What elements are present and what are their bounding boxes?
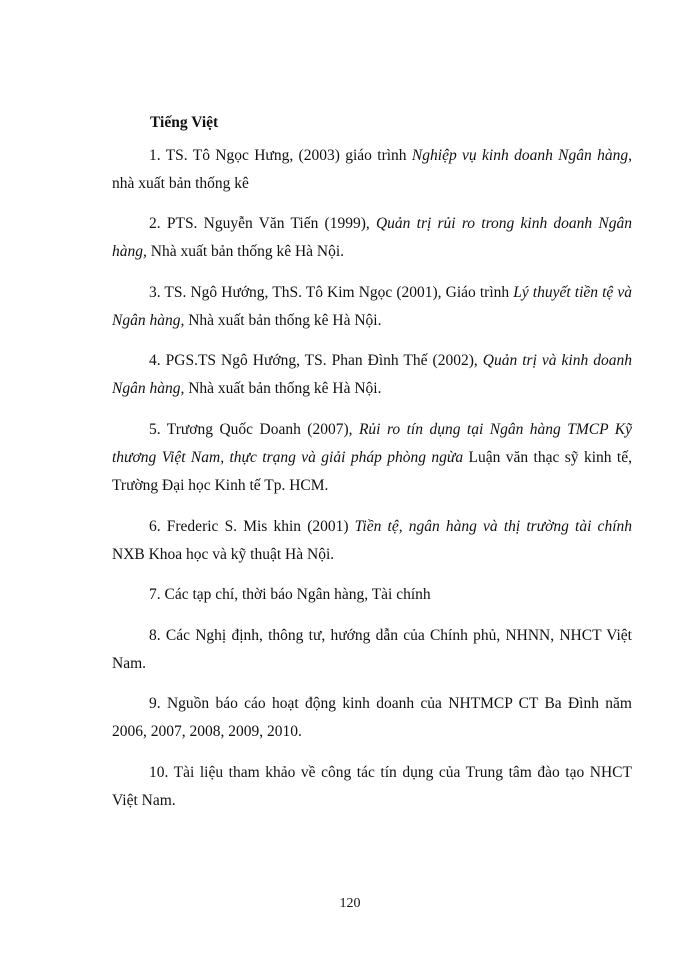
reference-item	[112, 690, 632, 746]
section-title: Tiếng Việt	[150, 114, 219, 131]
reference-item	[112, 142, 632, 198]
reference-title: Rủi ro tín dụng tại Ngân hàng TMCP Kỹ thương Việt Nam, thực trạng và giải pháp phòng ngừa	[112, 421, 632, 466]
reference-item	[112, 759, 632, 815]
reference-number: 2.	[149, 215, 161, 232]
reference-number: 9.	[149, 695, 161, 712]
reference-publisher: Nhà xuất bản thống kê Hà Nội.	[146, 243, 345, 260]
reference-publisher: NXB Khoa học và kỹ thuật Hà Nội.	[112, 546, 335, 563]
reference-text: Tài liệu tham khảo về công tác tín dụng của Trung tâm đào tạo NHCT Việt Nam.	[112, 764, 632, 809]
reference-text: TS. Tô Ngọc Hưng, (2003) giáo trình	[160, 147, 412, 164]
reference-item	[112, 581, 632, 609]
reference-title: Quản trị rủi ro trong kinh doanh Ngân hàng,	[112, 215, 633, 260]
reference-number: 6.	[149, 518, 161, 535]
reference-number: 8.	[149, 627, 161, 644]
reference-title: Tiền tệ, ngân hàng và thị trường tài chính	[354, 518, 632, 535]
reference-title: Lý thuyết tiền tệ và Ngân hàng,	[112, 284, 632, 329]
reference-number: 7.	[149, 586, 161, 603]
reference-text: TS. Ngô Hướng, ThS. Tô Kim Ngọc (2001), Giáo trình	[160, 284, 514, 301]
reference-title: Quản trị và kinh doanh Ngân hàng,	[112, 352, 632, 397]
reference-publisher: Nhà xuất bản thống kê Hà Nội.	[184, 380, 382, 397]
reference-text: Frederic S. Mis khin (2001)	[160, 518, 355, 535]
reference-number: 5.	[149, 421, 161, 438]
reference-text: Trương Quốc Doanh (2007),	[160, 421, 359, 438]
reference-item	[112, 513, 632, 569]
reference-number: 1.	[149, 147, 161, 164]
reference-number: 3.	[149, 284, 161, 301]
reference-publisher: Luận văn thạc sỹ kinh tế, Trường Đại học Kinh tế Tp. HCM.	[112, 449, 632, 494]
reference-text: Các tạp chí, thời báo Ngân hàng, Tài chính	[160, 586, 431, 603]
reference-title: Nghiệp vụ kinh doanh Ngân hàng,	[411, 147, 632, 164]
page-number: 120	[339, 896, 361, 911]
reference-item	[112, 279, 632, 335]
reference-publisher: nhà xuất bản thống kê	[112, 175, 249, 192]
reference-item	[112, 210, 632, 266]
reference-text: PGS.TS Ngô Hướng, TS. Phan Đình Thế (2002),	[160, 352, 483, 369]
reference-number: 4.	[149, 352, 161, 369]
reference-item	[112, 347, 632, 403]
reference-text: PTS. Nguyễn Văn Tiến (1999),	[160, 215, 376, 232]
reference-item	[112, 416, 632, 500]
reference-text: Nguồn báo cáo hoạt động kinh doanh của NHTMCP CT Ba Đình năm 2006, 2007, 2008, 2009, 2010.	[112, 695, 632, 740]
reference-item	[112, 622, 632, 678]
reference-number: 10.	[149, 764, 169, 781]
reference-publisher: Nhà xuất bản thống kê Hà Nội.	[184, 312, 382, 329]
reference-text: Các Nghị định, thông tư, hướng dẫn của Chính phủ, NHNN, NHCT Việt Nam.	[112, 627, 632, 672]
